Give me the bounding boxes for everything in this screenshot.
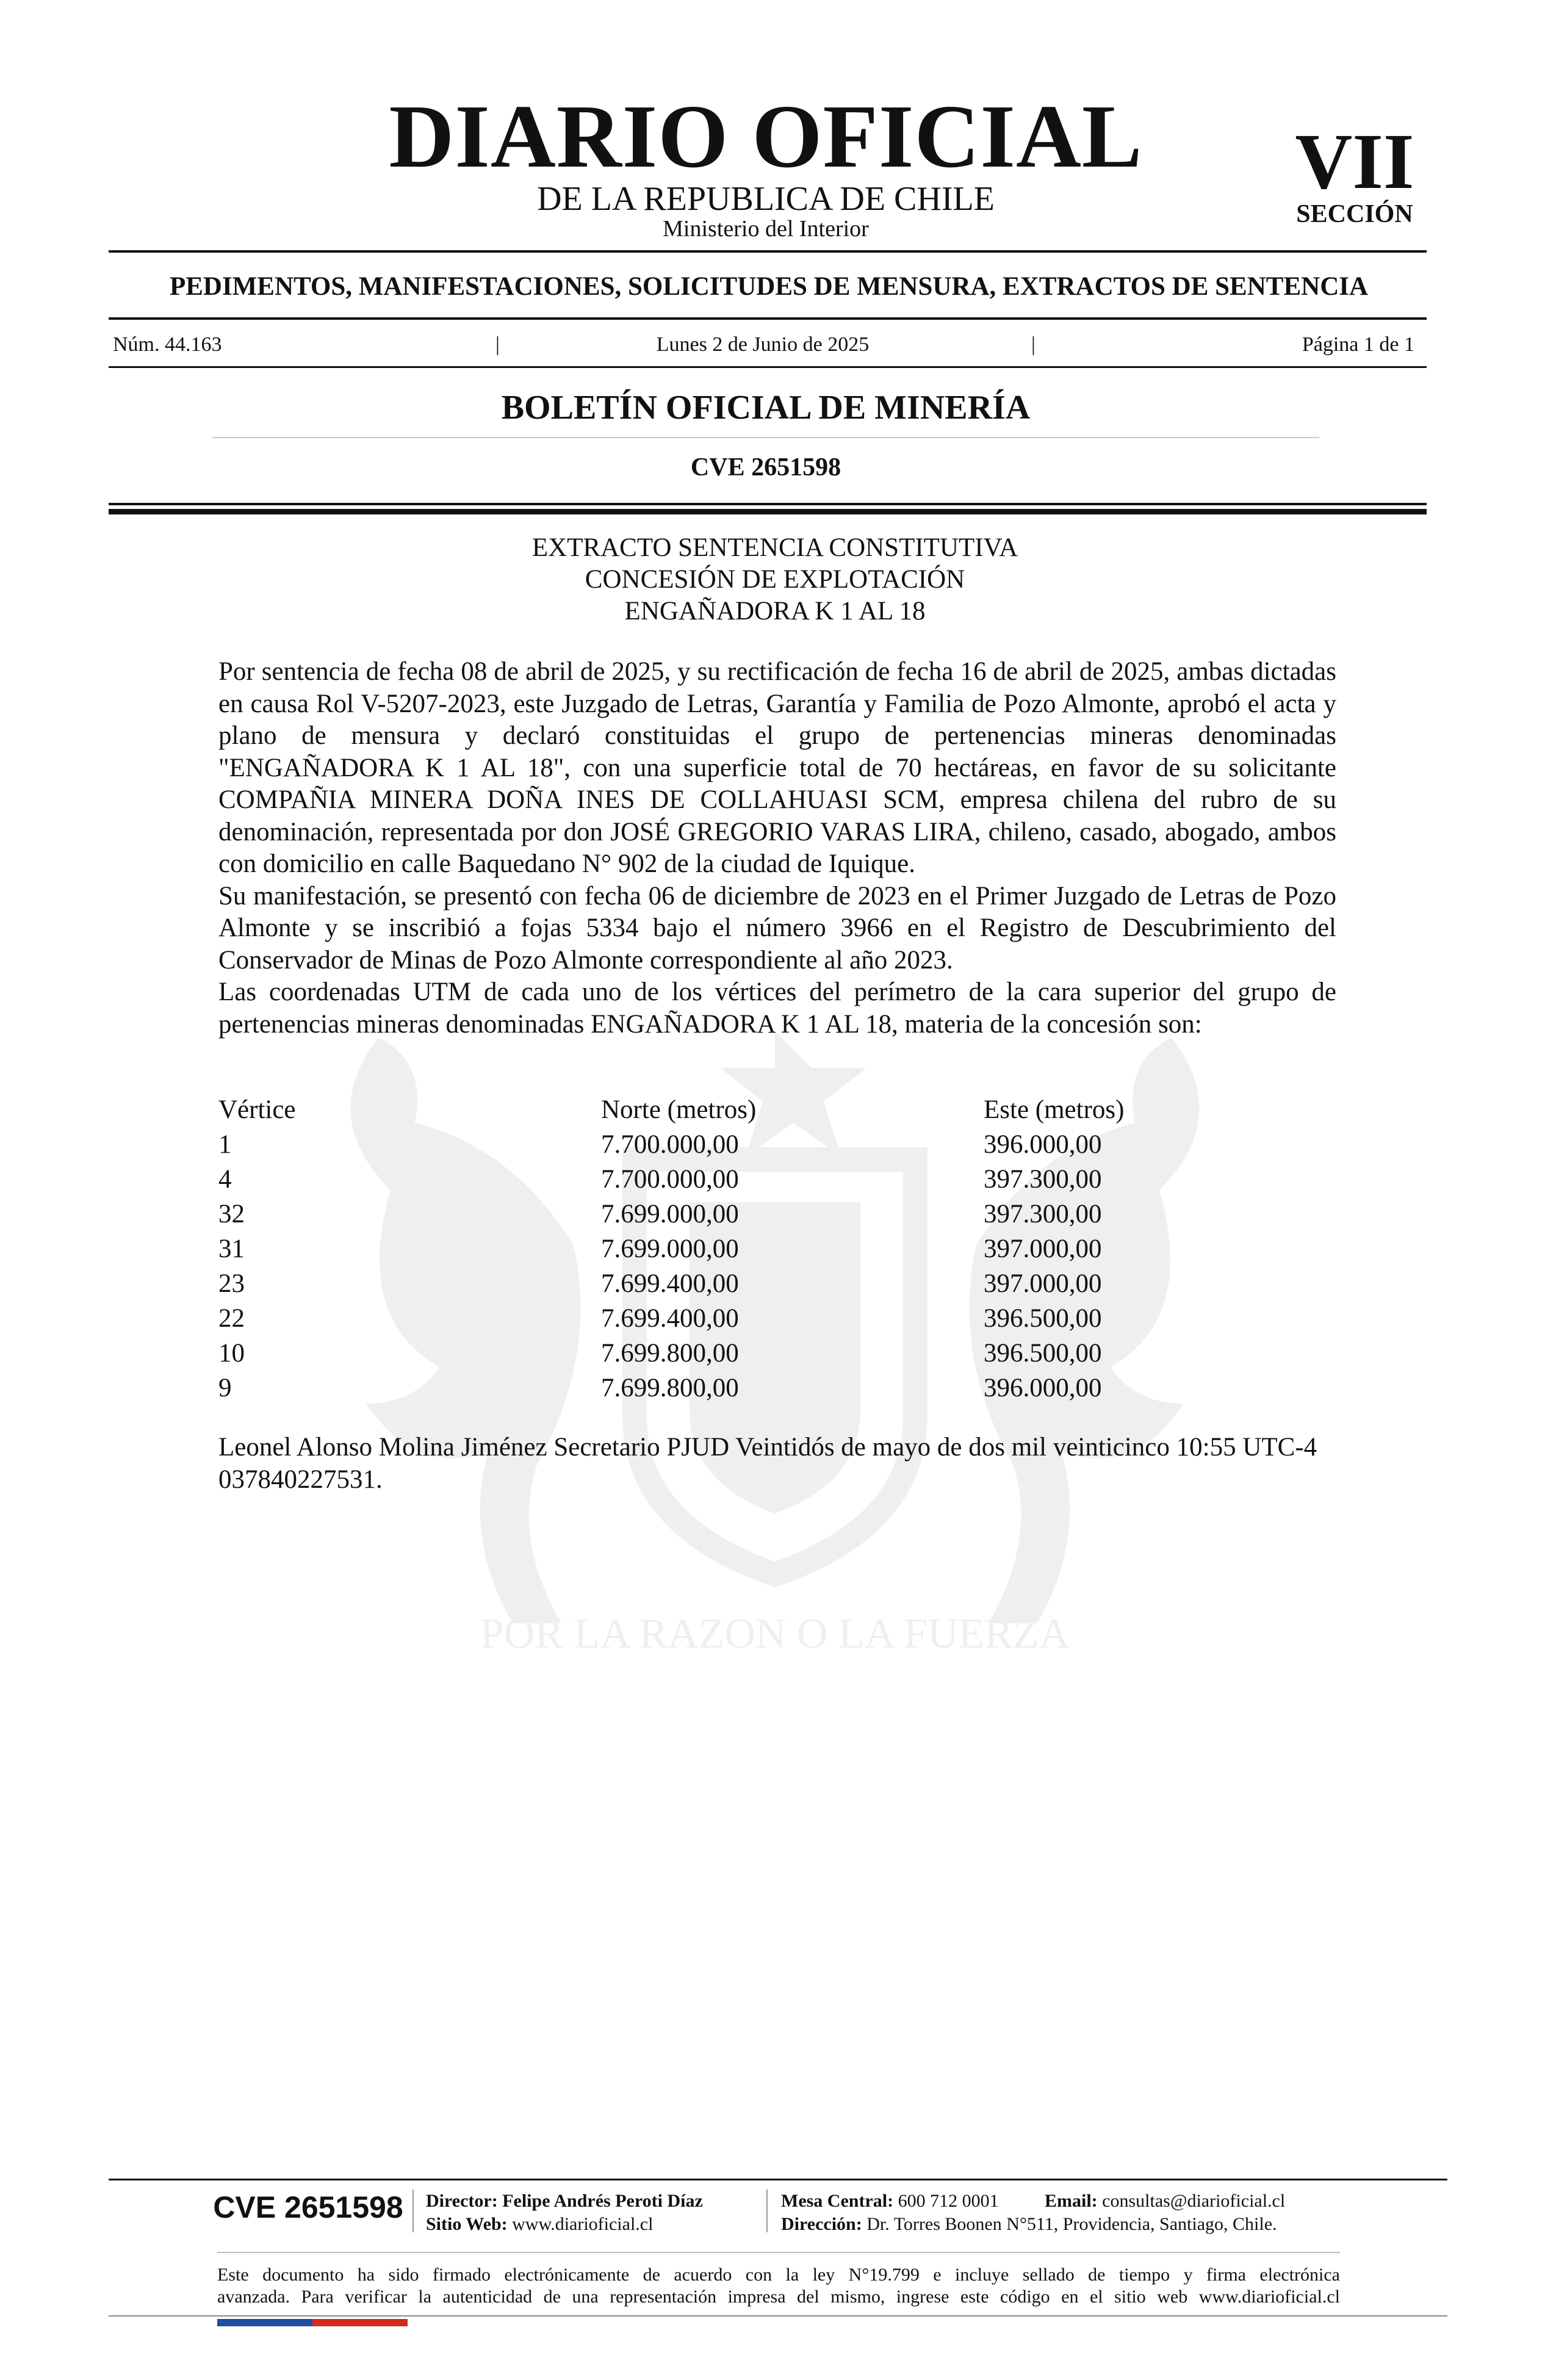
coordinates-table <box>218 1092 1134 1405</box>
vertex-cell: 32 <box>218 1200 245 1228</box>
site-label: Sitio Web: <box>426 2214 508 2234</box>
footer-divider <box>766 2190 768 2232</box>
page-number: Página 1 de 1 <box>1302 333 1414 356</box>
bulletin-rule-2 <box>109 509 1427 514</box>
east-cell: 397.000,00 <box>984 1235 1102 1263</box>
category-line: PEDIMENTOS, MANIFESTACIONES, SOLICITUDES DE MENSURA, EXTRACTOS DE SENTENCIA <box>169 272 1369 301</box>
east-cell: 397.300,00 <box>984 1165 1102 1194</box>
footer-email <box>1045 2190 1285 2213</box>
table-row <box>218 1127 1134 1162</box>
north-cell: 7.699.400,00 <box>601 1304 739 1333</box>
east-cell: 396.000,00 <box>984 1374 1102 1402</box>
footer-director <box>426 2190 703 2213</box>
footer-legal-notice <box>217 2264 1340 2308</box>
document-body <box>218 656 1336 1040</box>
vertex-cell: 9 <box>218 1374 232 1402</box>
legal-line: avanzada. Para verificar la autenticidad de una representación impresa del mismo, ingrese este código en el sitio web www.diarioficial.cl <box>217 2287 1340 2307</box>
east-cell: 396.000,00 <box>984 1130 1102 1159</box>
heading-line: CONCESIÓN DE EXPLOTACIÓN <box>585 565 965 594</box>
footer-cve-code: CVE 2651598 <box>213 2190 403 2224</box>
issue-number: Núm. 44.163 <box>113 333 222 356</box>
body-paragraph: Las coordenadas UTM de cada uno de los vértices del perímetro de la cara superior del grupo de pertenencias mineras denominadas ENGAÑADORA K 1 AL 18, materia de la concesión son: <box>218 978 1336 1039</box>
flag-stripe-blue <box>217 2319 312 2326</box>
signature-line: Leonel Alonso Molina Jiménez Secretario PJUD Veintidós de mayo de dos mil veinticinco 10:55 UTC-4 037840227531. <box>218 1433 1317 1494</box>
bulletin-title: BOLETÍN OFICIAL DE MINERÍA <box>501 389 1031 427</box>
north-cell: 7.700.000,00 <box>601 1130 739 1159</box>
north-cell: 7.700.000,00 <box>601 1165 739 1194</box>
footer-divider <box>412 2190 414 2232</box>
vertex-cell: 10 <box>218 1339 245 1368</box>
coordinates-header-row <box>218 1092 1134 1127</box>
east-cell: 396.500,00 <box>984 1339 1102 1368</box>
vertex-cell: 1 <box>218 1130 232 1159</box>
header-rule-top <box>109 250 1427 253</box>
email-label: Email: <box>1045 2191 1098 2211</box>
north-cell: 7.699.000,00 <box>601 1235 739 1263</box>
bulletin-rule-1 <box>109 503 1427 505</box>
table-row <box>218 1231 1134 1266</box>
table-row <box>218 1336 1134 1371</box>
watermark-motto: POR LA RAZON O LA FUERZA <box>480 1610 1070 1657</box>
vertex-cell: 4 <box>218 1165 232 1194</box>
section-number: VII <box>1295 118 1414 206</box>
vertex-cell: 23 <box>218 1269 245 1298</box>
director-label: Director: <box>426 2191 498 2211</box>
table-row <box>218 1266 1134 1301</box>
footer-phone <box>781 2190 999 2213</box>
column-header: Norte (metros) <box>601 1095 757 1124</box>
table-row <box>218 1371 1134 1405</box>
masthead-subtitle: DE LA REPUBLICA DE CHILE <box>537 180 995 218</box>
body-paragraph: Su manifestación, se presentó con fecha 06 de diciembre de 2023 en el Primer Juzgado de Letras de Pozo Almonte y se inscribió a fojas 5334 bajo el número 3966 en el Registro de Descubrimiento del Conservador de Minas de Pozo Almonte correspondiente al año 2023. <box>218 881 1336 975</box>
north-cell: 7.699.800,00 <box>601 1339 739 1368</box>
address-label: Dirección: <box>781 2214 862 2234</box>
footer-rule-bottom <box>109 2315 1447 2317</box>
address-value: Dr. Torres Boonen N°511, Providencia, Santiago, Chile. <box>866 2214 1277 2234</box>
section-label: SECCIÓN <box>1296 200 1413 228</box>
footer-rule-mid <box>217 2252 1340 2253</box>
meta-separator: | <box>1031 333 1036 356</box>
issue-date: Lunes 2 de Junio de 2025 <box>656 333 870 356</box>
heading-line: ENGAÑADORA K 1 AL 18 <box>624 597 926 626</box>
vertex-cell: 31 <box>218 1235 245 1263</box>
column-header: Este (metros) <box>984 1095 1125 1124</box>
cve-code: CVE 2651598 <box>690 453 841 481</box>
document-heading <box>0 532 1550 627</box>
table-row <box>218 1197 1134 1231</box>
column-header: Vértice <box>218 1095 296 1124</box>
east-cell: 397.300,00 <box>984 1200 1102 1228</box>
north-cell: 7.699.000,00 <box>601 1200 739 1228</box>
heading-line: EXTRACTO SENTENCIA CONSTITUTIVA <box>531 533 1018 562</box>
table-row <box>218 1162 1134 1197</box>
legal-line: Este documento ha sido firmado electrónicamente de acuerdo con la ley N°19.799 e incluye sellado de tiempo y firma electrónica <box>217 2265 1340 2285</box>
east-cell: 397.000,00 <box>984 1269 1102 1298</box>
header-rule-bottom <box>109 366 1427 368</box>
email-link[interactable]: consultas@diarioficial.cl <box>1102 2191 1286 2211</box>
header-rule-mid <box>109 317 1427 320</box>
footer-address <box>781 2213 1277 2236</box>
meta-separator: | <box>495 333 500 356</box>
footer-site <box>426 2213 653 2236</box>
north-cell: 7.699.800,00 <box>601 1374 739 1402</box>
director-name: Felipe Andrés Peroti Díaz <box>502 2191 703 2211</box>
masthead-title: DIARIO OFICIAL <box>389 87 1143 187</box>
table-row <box>218 1301 1134 1336</box>
flag-stripe-red <box>312 2319 408 2326</box>
footer-rule-top <box>109 2179 1447 2180</box>
north-cell: 7.699.400,00 <box>601 1269 739 1298</box>
phone-label: Mesa Central: <box>781 2191 894 2211</box>
masthead-ministry: Ministerio del Interior <box>663 216 869 242</box>
body-paragraph: Por sentencia de fecha 08 de abril de 2025, y su rectificación de fecha 16 de abril de 2025, ambas dictadas en causa Rol V-5207-2023, este Juzgado de Letras, Garantía y Familia de Pozo Almonte, aprobó el acta y plano de mensura y declaró constituidas el grupo de pertenencias mineras denominadas "ENGAÑADORA K 1 AL 18", con una superficie total de 70 hectáreas, en favor de su solicitante COMPAÑIA MINERA DOÑA INES DE COLLAHUASI SCM, empresa chilena del rubro de su denominación, representada por don JOSÉ GREGORIO VARAS LIRA, chileno, casado, abogado, ambos con domicilio en calle Baquedano N° 902 de la ciudad de Iquique. <box>218 657 1336 878</box>
vertex-cell: 22 <box>218 1304 245 1333</box>
phone-value: 600 712 0001 <box>898 2191 999 2211</box>
site-link[interactable]: www.diarioficial.cl <box>512 2214 654 2234</box>
bulletin-thin-rule <box>212 437 1319 438</box>
east-cell: 396.500,00 <box>984 1304 1102 1333</box>
